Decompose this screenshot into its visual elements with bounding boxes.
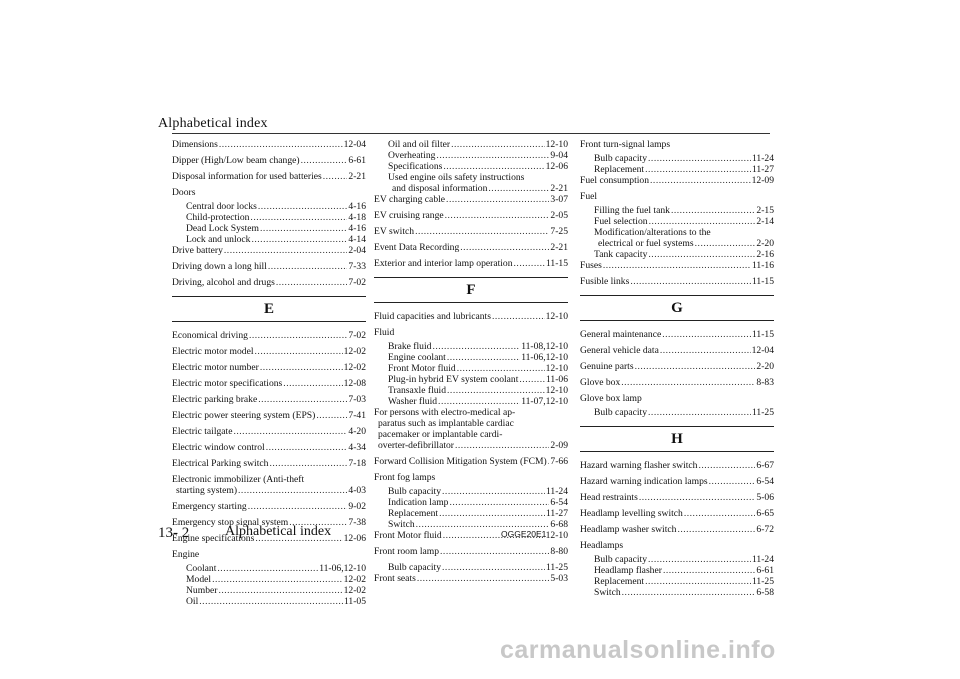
index-subentry[interactable]: electrical or fuel systems ..... 2-20 [580,238,774,249]
watermark: carmanualsonline.info [500,636,776,664]
index-subentry[interactable]: Oil and oil filter ..... 12-10 [374,139,568,150]
index-subentry[interactable]: Replacement ..... 11-27 [580,164,774,175]
page-number: 13- 2 [158,525,190,541]
index-subentry[interactable]: Replacement ..... 11-25 [580,576,774,587]
index-entry[interactable]: Fuel consumption ..... 12-09 [580,175,774,186]
index-subentry[interactable]: Model ..... 12-02 [172,574,366,585]
index-entry-line: pacemaker or implantable cardi- [378,429,503,440]
index-subentry[interactable]: Transaxle fluid ..... 12-10 [374,385,568,396]
index-entry[interactable]: EV switch ..... 7-25 [374,226,568,237]
index-entry[interactable]: Electric parking brake ..... 7-03 [172,394,366,405]
index-entry[interactable]: EV cruising range ..... 2-05 [374,210,568,221]
section-letter-f: F [374,277,568,303]
index-subentry[interactable]: Tank capacity ..... 2-16 [580,249,774,260]
index-heading: Fluid [374,327,395,338]
index-subentry[interactable]: Oil ..... 11-05 [172,596,366,607]
index-subentry[interactable]: Engine coolant ..... 11-06,12-10 [374,352,568,363]
index-entry[interactable]: General maintenance ..... 11-15 [580,329,774,340]
index-column-2 [374,139,568,589]
index-subentry[interactable]: Bulb capacity ..... 11-24 [580,153,774,164]
index-subentry[interactable]: Bulb capacity ..... 11-25 [374,562,568,573]
index-heading: Doors [172,187,196,198]
index-subentry[interactable]: Bulb capacity ..... 11-25 [580,407,774,418]
index-subentry[interactable]: Brake fluid ..... 11-08,12-10 [374,341,568,352]
index-entry[interactable]: Emergency starting ..... 9-02 [172,501,366,512]
index-entry[interactable]: overter-defibrillator ..... 2-09 [374,440,568,451]
index-entry[interactable]: Hazard warning flasher switch ..... 6-67 [580,460,774,471]
index-subentry[interactable]: Overheating ..... 9-04 [374,150,568,161]
index-subentry[interactable]: Central door locks ..... 4-16 [172,201,366,212]
index-entry[interactable]: Fuses ..... 11-16 [580,260,774,271]
index-entry-line: Modification/alterations to the [594,227,711,238]
index-entry[interactable]: Disposal information for used batteries ..... 2-21 [172,171,366,182]
index-heading: Front turn-signal lamps [580,139,671,150]
index-entry[interactable]: Driving down a long hill ..... 7-33 [172,261,366,272]
index-entry[interactable]: Electric tailgate ..... 4-20 [172,426,366,437]
header-rule [172,133,770,134]
index-subentry[interactable]: and disposal information ..... 2-21 [374,183,568,194]
index-entry[interactable]: Electric power steering system (EPS) ..... 7-41 [172,410,366,421]
index-entry[interactable]: Front Motor fluid ..... 12-10 [374,530,568,541]
index-entry-line: Used engine oils safety instructions [388,172,525,183]
index-subentry[interactable]: Switch ..... 6-68 [374,519,568,530]
page-title: Alphabetical index [158,116,268,131]
index-heading: Glove box lamp [580,393,642,404]
index-entry[interactable]: Event Data Recording ..... 2-21 [374,242,568,253]
index-subentry[interactable]: Bulb capacity ..... 11-24 [580,554,774,565]
index-entry[interactable]: Headlamp washer switch ..... 6-72 [580,524,774,535]
index-subentry[interactable]: Filling the fuel tank ..... 2-15 [580,205,774,216]
section-letter-e: E [172,296,366,322]
index-subentry[interactable]: Bulb capacity ..... 11-24 [374,486,568,497]
index-entry[interactable]: Electrical Parking switch ..... 7-18 [172,458,366,469]
index-entry[interactable]: Head restraints ..... 5-06 [580,492,774,503]
index-entry[interactable]: Front seats ..... 5-03 [374,573,568,584]
index-entry[interactable]: Emergency stop signal system ..... 7-38 [172,517,366,528]
index-entry[interactable]: starting system) ..... 4-03 [172,485,366,496]
index-subentry[interactable]: Specifications ..... 12-06 [374,161,568,172]
index-subentry[interactable]: Coolant ..... 11-06,12-10 [172,563,366,574]
document-code: OGGE20E1 [501,529,547,539]
index-entry-line: Electronic immobilizer (Anti-theft [172,474,305,485]
index-entry[interactable]: Engine specifications ..... 12-06 [172,533,366,544]
index-subentry[interactable]: Plug-in hybrid EV system coolant ..... 11-06 [374,374,568,385]
section-letter-g: G [580,295,774,321]
index-entry-line: For persons with electro-medical ap- [374,407,516,418]
index-heading: Fuel [580,191,598,202]
index-entry[interactable]: Electric motor number ..... 12-02 [172,362,366,373]
index-subentry[interactable]: Lock and unlock ..... 4-14 [172,234,366,245]
index-entry[interactable]: General vehicle data ..... 12-04 [580,345,774,356]
index-heading: Headlamps [580,540,624,551]
index-entry[interactable]: Electric motor specifications ..... 12-08 [172,378,366,389]
index-entry[interactable]: Fluid capacities and lubricants ..... 12-10 [374,311,568,322]
index-subentry[interactable]: Child-protection ..... 4-18 [172,212,366,223]
index-subentry[interactable]: Dead Lock System ..... 4-16 [172,223,366,234]
index-subentry[interactable]: Indication lamp ..... 6-54 [374,497,568,508]
index-subentry[interactable]: Front Motor fluid ..... 12-10 [374,363,568,374]
index-entry[interactable]: Hazard warning indication lamps ..... 6-54 [580,476,774,487]
index-entry[interactable]: EV charging cable ..... 3-07 [374,194,568,205]
index-entry[interactable]: Forward Collision Mitigation System (FCM) ..... 7-66 [374,456,568,467]
index-column-3 [580,139,774,598]
index-entry-line: paratus such as implantable cardiac [378,418,514,429]
footer-title: Alphabetical index [225,524,332,539]
index-subentry[interactable]: Headlamp flasher ..... 6-61 [580,565,774,576]
index-heading: Front fog lamps [374,472,436,483]
index-entry[interactable]: Genuine parts ..... 2-20 [580,361,774,372]
index-subentry[interactable]: Washer fluid ..... 11-07,12-10 [374,396,568,407]
index-entry[interactable]: Headlamp levelling switch ..... 6-65 [580,508,774,519]
index-entry[interactable]: Electric window control ..... 4-34 [172,442,366,453]
index-subentry[interactable]: Switch ..... 6-58 [580,587,774,598]
index-entry[interactable]: Electric motor model ..... 12-02 [172,346,366,357]
index-subentry[interactable]: Replacement ..... 11-27 [374,508,568,519]
index-subentry[interactable]: Number ..... 12-02 [172,585,366,596]
index-entry[interactable]: Dimensions ..... 12-04 [172,139,366,150]
index-entry[interactable]: Front room lamp ..... 8-80 [374,546,568,557]
index-entry[interactable]: Economical driving ..... 7-02 [172,330,366,341]
index-entry[interactable]: Driving, alcohol and drugs ..... 7-02 [172,277,366,288]
index-entry[interactable]: Exterior and interior lamp operation ..... 11-15 [374,258,568,269]
section-letter-h: H [580,426,774,452]
index-subentry[interactable]: Fuel selection ..... 2-14 [580,216,774,227]
index-entry[interactable]: Glove box ..... 8-83 [580,377,774,388]
index-entry[interactable]: Fusible links ..... 11-15 [580,276,774,287]
index-heading: Engine [172,549,200,560]
index-entry[interactable]: Dipper (High/Low beam change) ..... 6-61 [172,155,366,166]
index-entry[interactable]: Drive battery ..... 2-04 [172,245,366,256]
